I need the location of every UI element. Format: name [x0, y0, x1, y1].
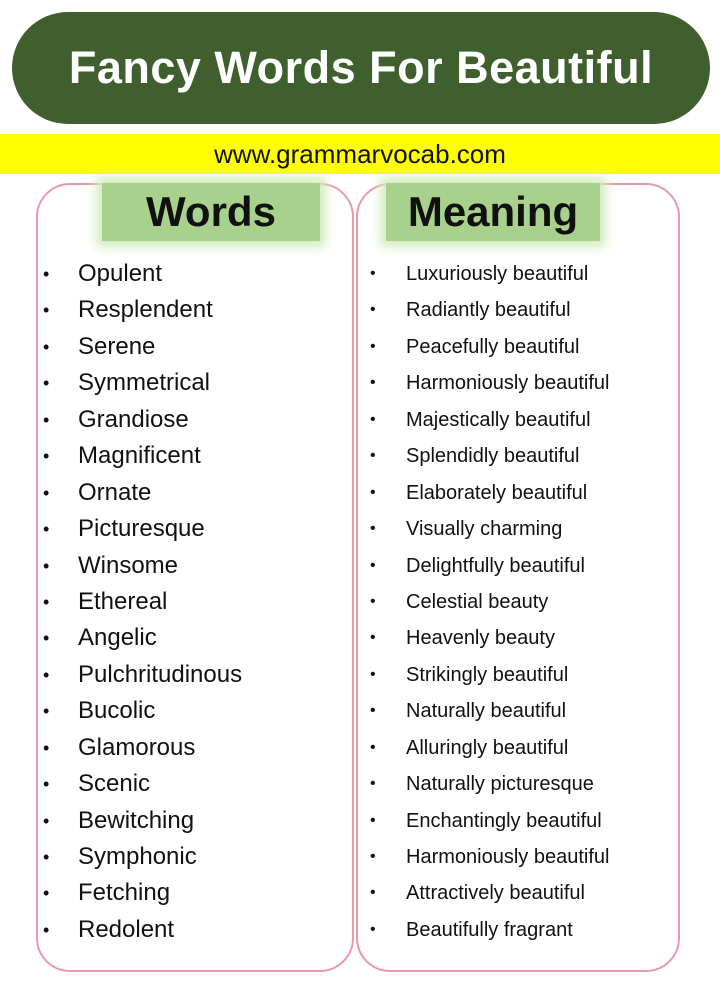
- meaning-item: • Naturally picturesque: [368, 766, 609, 802]
- word-item: • Bucolic: [40, 693, 242, 729]
- meaning-item: • Enchantingly beautiful: [368, 803, 609, 839]
- meaning-item: • Radiantly beautiful: [368, 292, 609, 328]
- meaning-list: [368, 256, 609, 948]
- meaning-item: • Strikingly beautiful: [368, 657, 609, 693]
- meaning-item: • Visually charming: [368, 511, 609, 547]
- page-title: Fancy Words For Beautiful: [68, 42, 654, 93]
- meaning-item: • Naturally beautiful: [368, 693, 609, 729]
- meaning-item: • Peacefully beautiful: [368, 329, 609, 365]
- word-item: • Symphonic: [40, 839, 242, 875]
- meaning-item: • Harmoniously beautiful: [368, 365, 609, 401]
- word-item: • Opulent: [40, 256, 242, 292]
- meaning-item: • Luxuriously beautiful: [368, 256, 609, 292]
- word-item: • Resplendent: [40, 292, 242, 328]
- word-item: • Ethereal: [40, 584, 242, 620]
- meaning-item: • Majestically beautiful: [368, 402, 609, 438]
- word-item: • Bewitching: [40, 803, 242, 839]
- meaning-item: • Splendidly beautiful: [368, 438, 609, 474]
- meaning-item: • Alluringly beautiful: [368, 730, 609, 766]
- meaning-item: • Delightfully beautiful: [368, 548, 609, 584]
- website-url: www.grammarvocab.com: [214, 138, 506, 169]
- meaning-item: • Heavenly beauty: [368, 620, 609, 656]
- word-item: • Glamorous: [40, 730, 242, 766]
- website-bar: [0, 134, 720, 174]
- words-list: [40, 256, 242, 948]
- meaning-item: • Celestial beauty: [368, 584, 609, 620]
- word-item: • Magnificent: [40, 438, 242, 474]
- words-header: Words: [102, 183, 320, 241]
- word-item: • Symmetrical: [40, 365, 242, 401]
- word-item: • Winsome: [40, 548, 242, 584]
- meaning-item: • Beautifully fragrant: [368, 912, 609, 948]
- meaning-item: • Elaborately beautiful: [368, 475, 609, 511]
- meaning-item: • Harmoniously beautiful: [368, 839, 609, 875]
- title-banner: [12, 12, 710, 124]
- word-item: • Fetching: [40, 875, 242, 911]
- meaning-header: Meaning: [386, 183, 600, 241]
- meaning-item: • Attractively beautiful: [368, 875, 609, 911]
- word-item: • Pulchritudinous: [40, 657, 242, 693]
- word-item: • Angelic: [40, 620, 242, 656]
- word-item: • Grandiose: [40, 402, 242, 438]
- word-item: • Picturesque: [40, 511, 242, 547]
- word-item: • Ornate: [40, 475, 242, 511]
- word-item: • Scenic: [40, 766, 242, 802]
- word-item: • Redolent: [40, 912, 242, 948]
- word-item: • Serene: [40, 329, 242, 365]
